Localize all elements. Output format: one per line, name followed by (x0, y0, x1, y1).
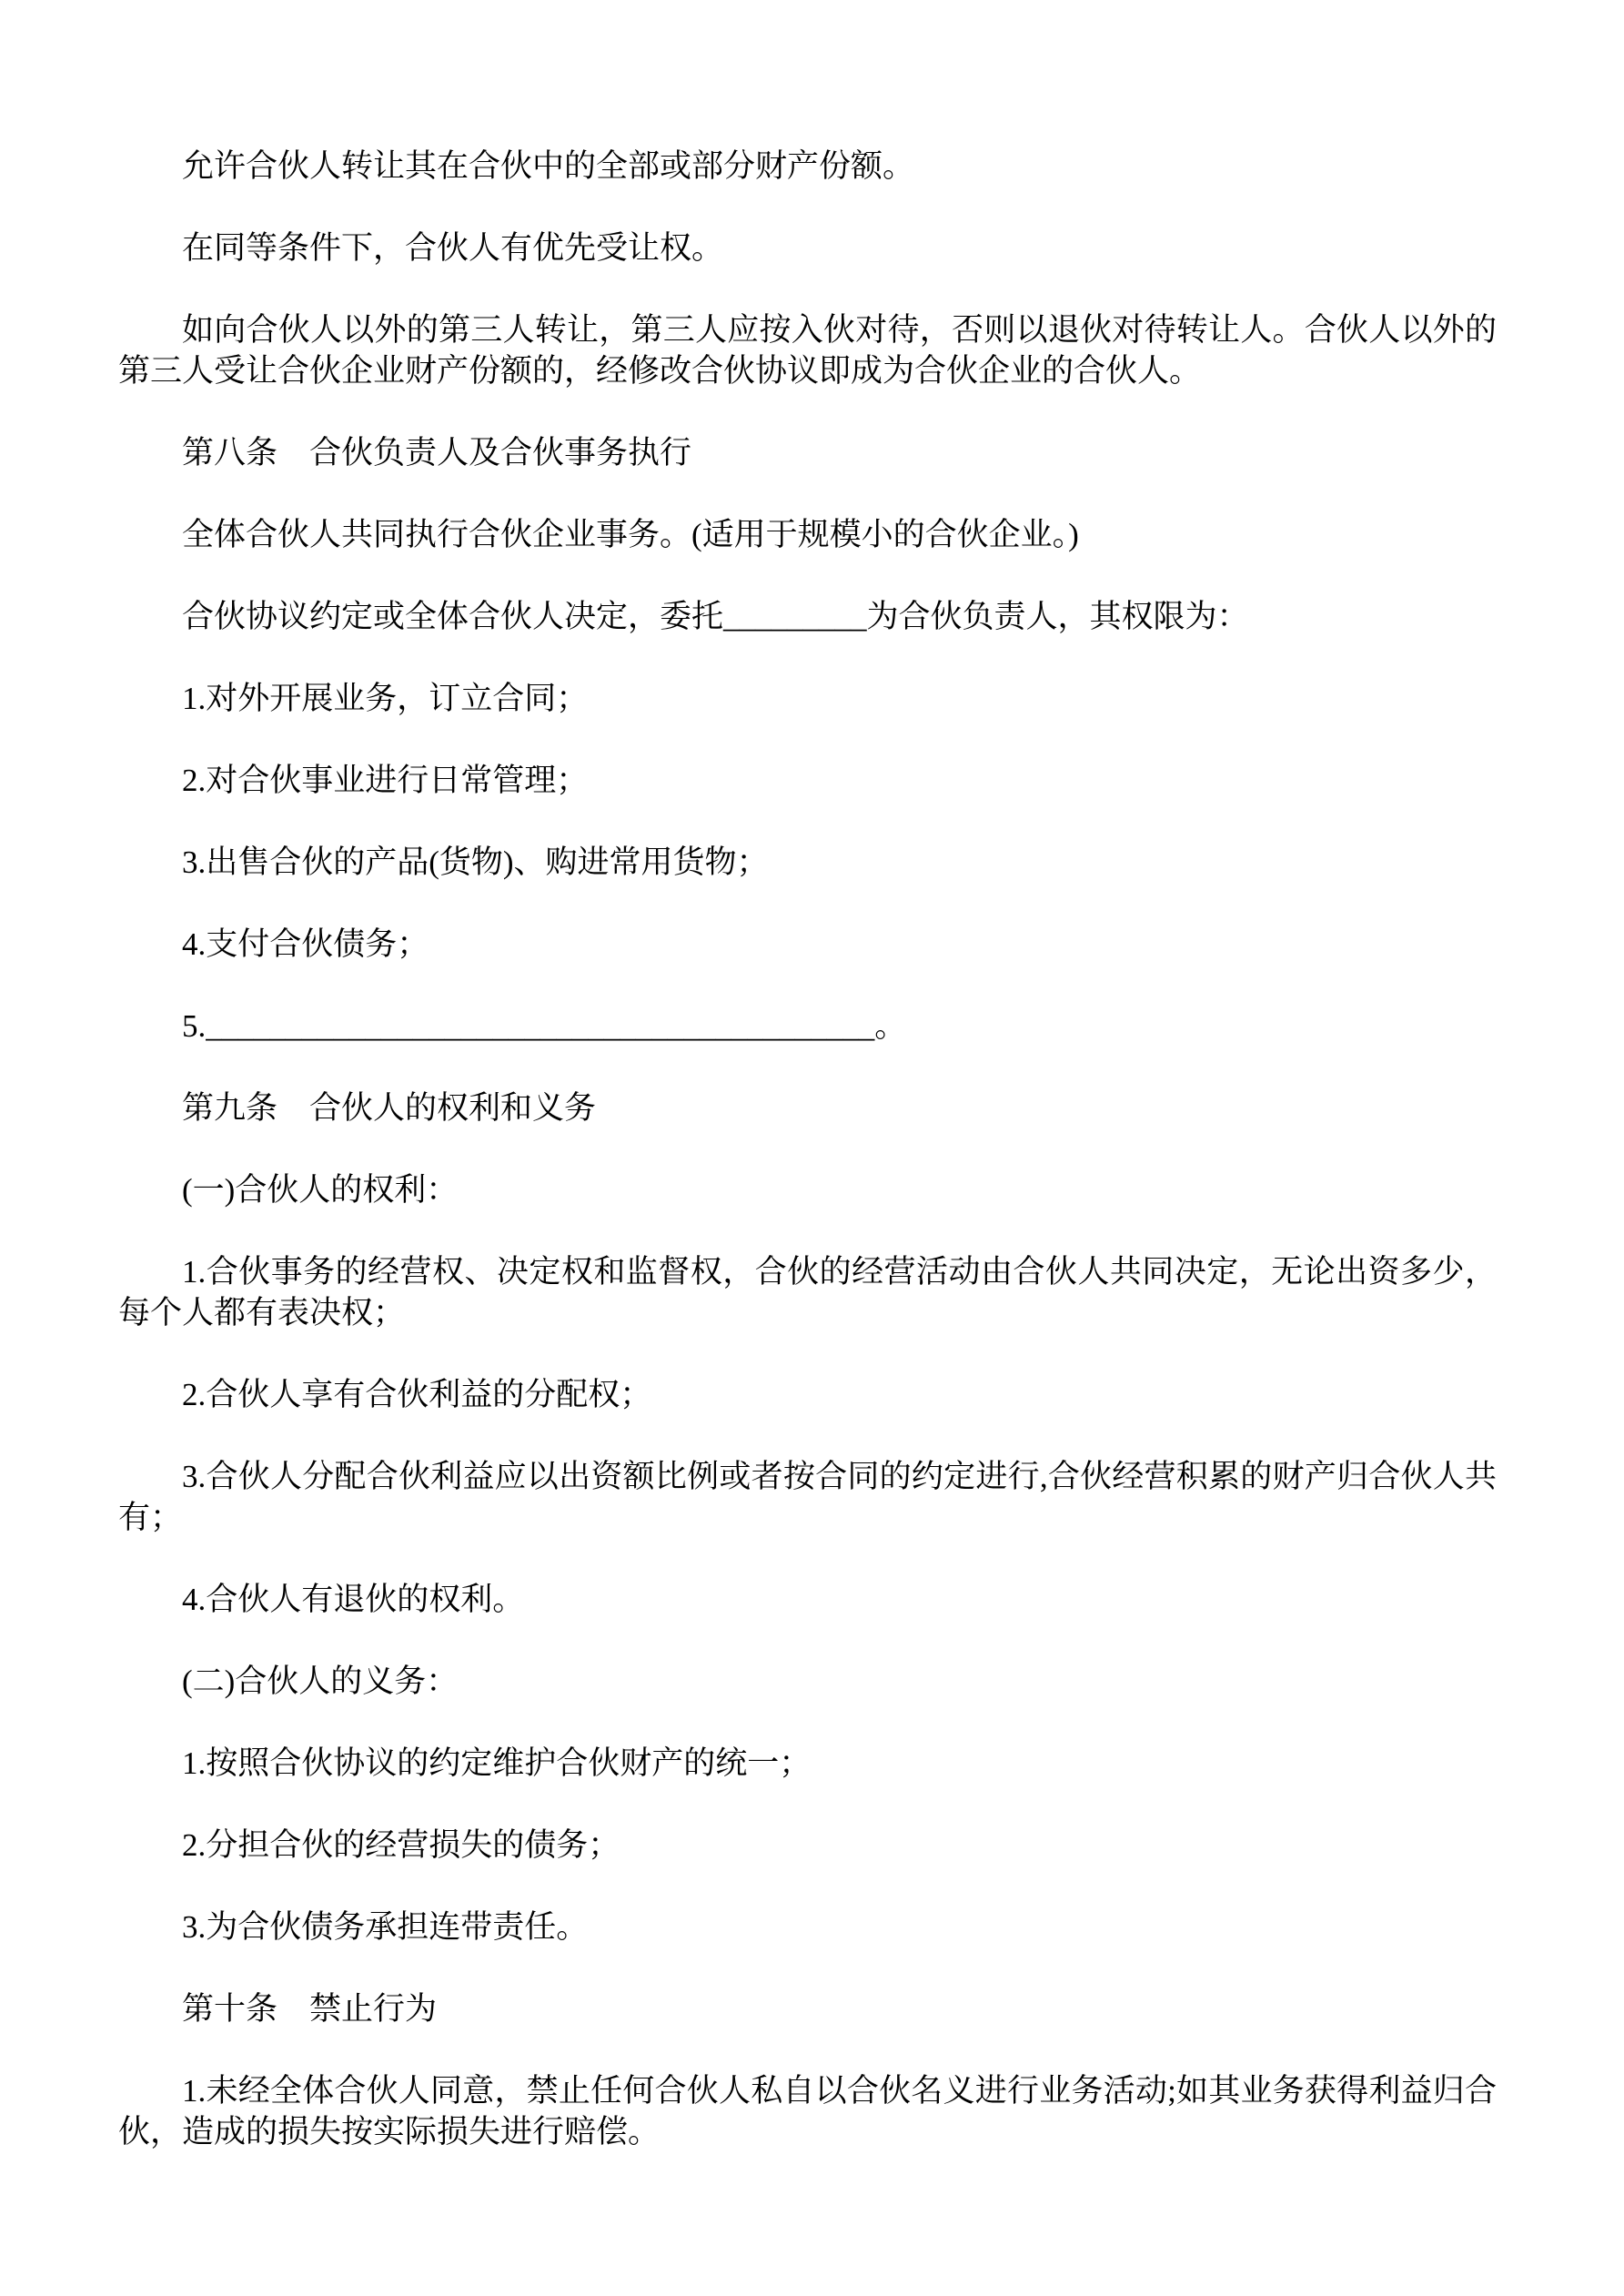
paragraph-body: 如向合伙人以外的第三人转让，第三人应按入伙对待，否则以退伙对待转让人。合伙人以外的第三人受让合伙企业财产份额的，经修改合伙协议即成为合伙企业的合伙人。 (118, 312, 1497, 389)
paragraph-heading: 第九条 合伙人的权利和义务 (182, 1090, 597, 1126)
paragraph-list-item: 1.对外开展业务，订立合同； (182, 681, 589, 716)
paragraph-list-item: 5.__________________________________________。 (182, 1008, 907, 1044)
paragraph-list-item: 1.合伙事务的经营权、决定权和监督权，合伙的经营活动由合伙人共同决定，无论出资多少，每个人都有表决权； (118, 1254, 1497, 1330)
paragraph-list-item: 1.未经全体合伙人同意，禁止任何合伙人私自以合伙名义进行业务活动;如其业务获得利益归合伙，造成的损失按实际损失进行赔偿。 (118, 2073, 1497, 2149)
paragraph-list-item: 3.为合伙债务承担连带责任。 (182, 1909, 589, 1945)
paragraph-list-item: 3.出售合伙的产品(货物)、购进常用货物； (182, 845, 769, 880)
paragraph-body: 合伙协议约定或全体合伙人决定，委托_________为合伙负责人，其权限为： (182, 599, 1249, 634)
paragraph-list-item: 2.合伙人享有合伙利益的分配权； (182, 1377, 652, 1412)
paragraph-body: 在同等条件下，合伙人有优先受让权。 (182, 230, 724, 266)
paragraph-heading: 第十条 禁止行为 (182, 1991, 438, 2027)
paragraph-list-item: 2.分担合伙的经营损失的债务； (182, 1827, 620, 1863)
paragraph-body: (一)合伙人的权利： (182, 1172, 459, 1208)
paragraph-list-item: 3.合伙人分配合伙利益应以出资额比例或者按合同的约定进行,合伙经营积累的财产归合伙人共有； (118, 1459, 1497, 1535)
paragraph-heading: 第八条 合伙负责人及合伙事务执行 (182, 435, 692, 470)
paragraph-list-item: 4.支付合伙债务； (182, 926, 429, 962)
paragraph-body: 允许合伙人转让其在合伙中的全部或部分财产份额。 (182, 148, 915, 184)
paragraph-body: 全体合伙人共同执行合伙企业事务。(适用于规模小的合伙企业。) (182, 517, 1079, 552)
paragraph-list-item: 4.合伙人有退伙的权利。 (182, 1582, 525, 1617)
paragraph-list-item: 2.对合伙事业进行日常管理； (182, 763, 589, 798)
paragraph-list-item: 1.按照合伙协议的约定维护合伙财产的统一； (182, 1745, 812, 1781)
paragraph-body: (二)合伙人的义务： (182, 1664, 459, 1699)
